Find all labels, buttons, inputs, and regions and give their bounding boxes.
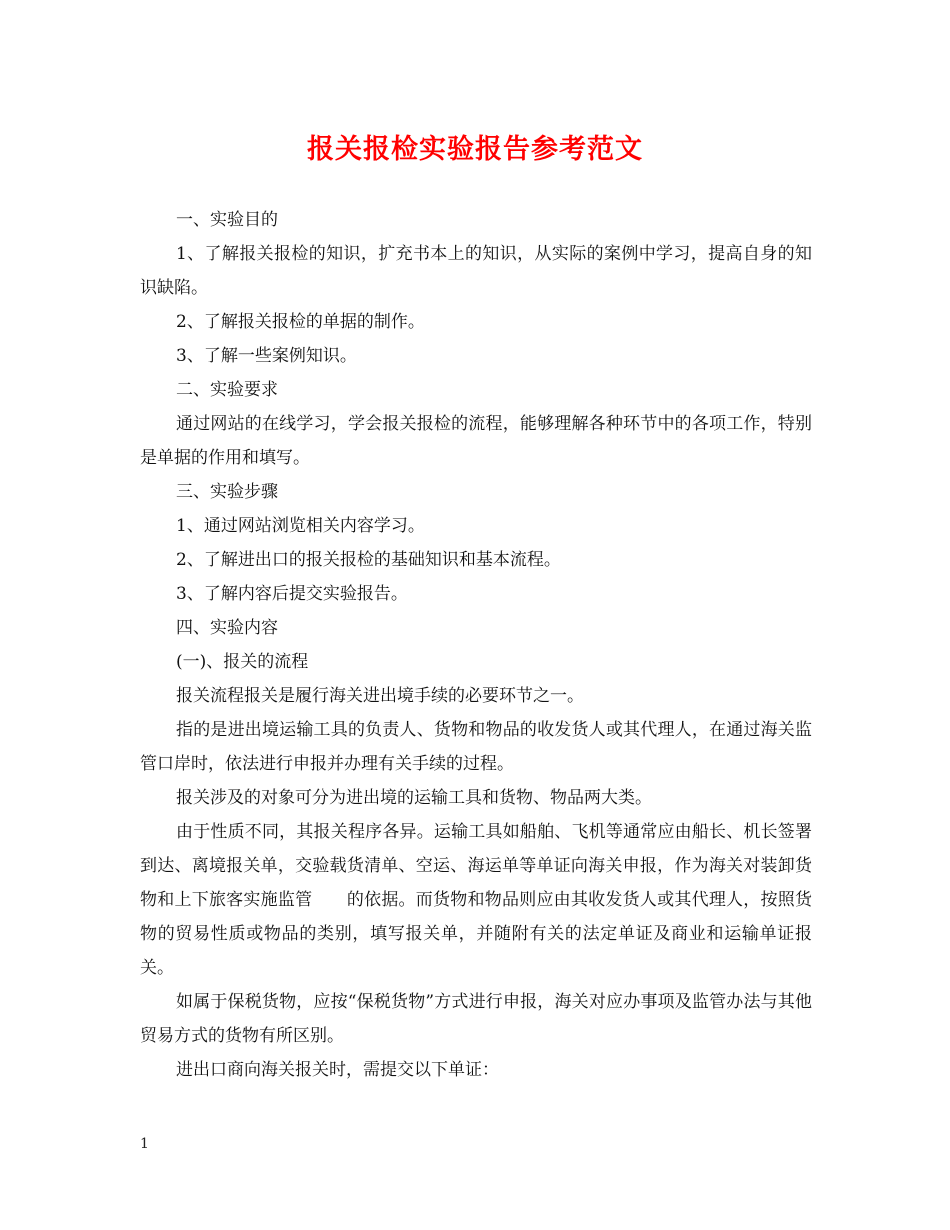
document-title: 报关报检实验报告参考范文 (307, 134, 643, 165)
page-number: 1 (140, 1136, 149, 1152)
paragraph: 进出口商向海关报关时，需提交以下单证： (176, 1060, 499, 1080)
paragraph: 指的是进出境运输工具的负责人、货物和物品的收发货人或其代理人，在通过海关监管口岸时，依法进行申报并办理有关手续的过程。 (140, 720, 812, 774)
paragraph: 三、实验步骤 (176, 482, 278, 502)
paragraph: 如属于保税货物，应按“保税货物”方式进行申报，海关对应办事项及监管办法与其他贸易方式的货物有所区别。 (140, 992, 812, 1046)
paragraph: 一、实验目的 (176, 210, 278, 230)
paragraph: 由于性质不同，其报关程序各异。运输工具如船舶、飞机等通常应由船长、机长签署到达、离境报关单，交验载货清单、空运、海运单等单证向海关申报，作为海关对装卸货物和上下旅客实施监管 的依据。而货物和物品则应由其收发货人或其代理人，按照货物的贸易性质或物品的类别，填写报关单，并随附有关的法定单证及商业和运输单证报关。 (140, 822, 812, 978)
paragraph: 2、了解进出口的报关报检的基础知识和基本流程。 (176, 550, 561, 570)
document-body (140, 203, 812, 1087)
paragraph: 四、实验内容 (176, 618, 278, 638)
paragraph: 二、实验要求 (176, 380, 278, 400)
paragraph: 3、了解一些案例知识。 (176, 346, 357, 366)
paragraph: 报关涉及的对象可分为进出境的运输工具和货物、物品两大类。 (176, 788, 652, 808)
paragraph: 通过网站的在线学习，学会报关报检的流程，能够理解各种环节中的各项工作，特别是单据的作用和填写。 (140, 414, 812, 468)
paragraph: 2、了解报关报检的单据的制作。 (176, 312, 425, 332)
paragraph: 1、通过网站浏览相关内容学习。 (176, 516, 425, 536)
paragraph: 3、了解内容后提交实验报告。 (176, 584, 408, 604)
paragraph: (一)、报关的流程 (176, 652, 309, 672)
paragraph: 1、了解报关报检的知识，扩充书本上的知识，从实际的案例中学习，提高自身的知识缺陷。 (140, 244, 812, 298)
paragraph: 报关流程报关是履行海关进出境手续的必要环节之一。 (176, 686, 584, 706)
